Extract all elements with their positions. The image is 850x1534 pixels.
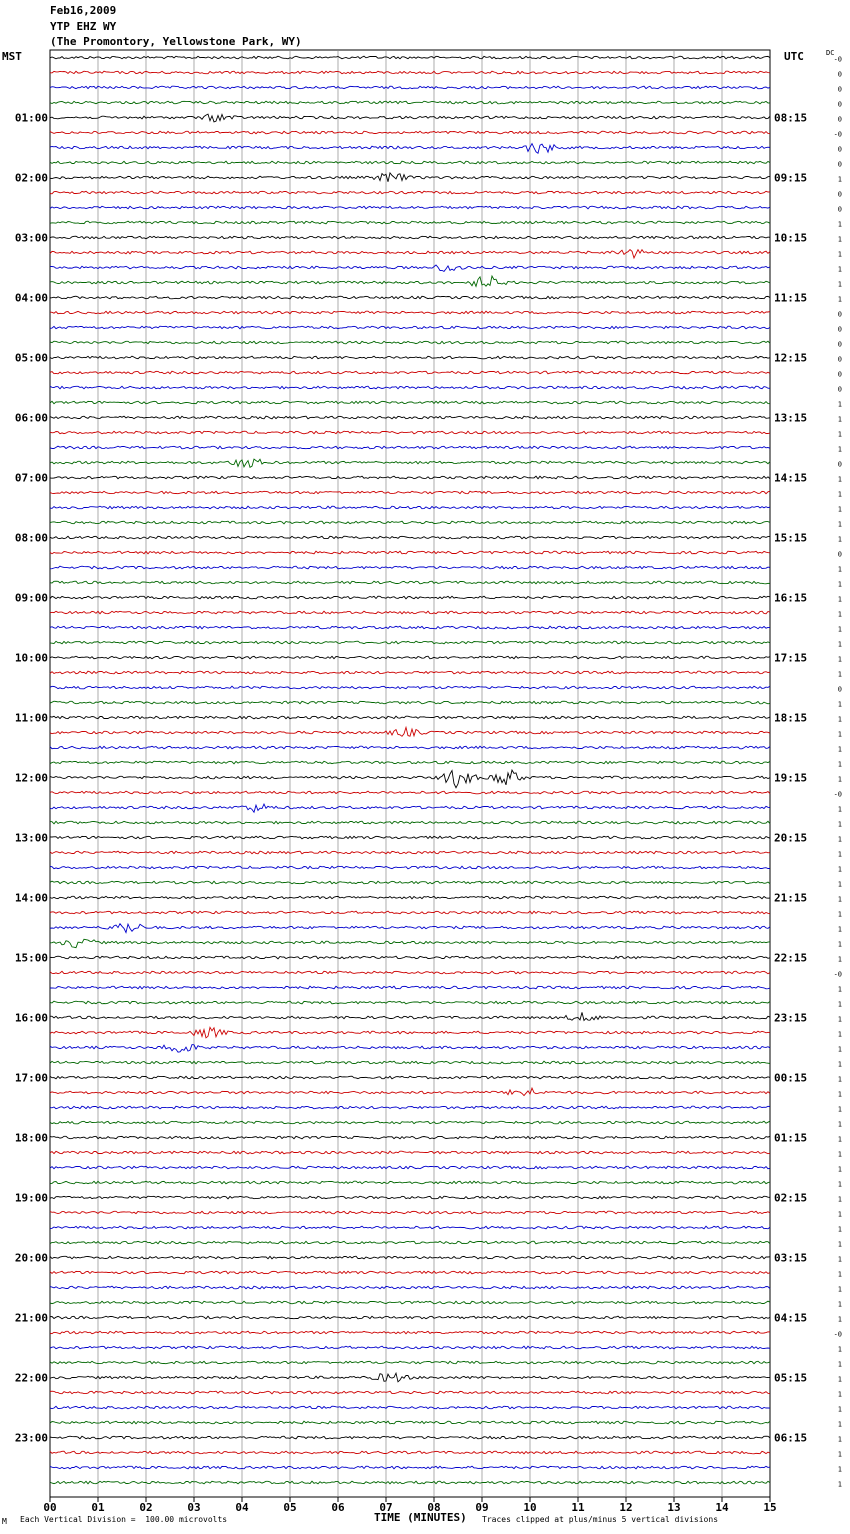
mst-hour-label: 23:00 [14, 1431, 48, 1445]
trace-line [50, 1151, 770, 1154]
mst-hour-label: 20:00 [14, 1251, 48, 1265]
utc-hour-label: 08:15 [774, 111, 808, 125]
trace-line [50, 746, 770, 749]
x-tick-label: 01 [91, 1501, 105, 1514]
x-tick-label: 03 [187, 1501, 201, 1514]
dc-value: 1 [837, 730, 842, 739]
trace-line [50, 71, 770, 74]
dc-value: 1 [837, 520, 842, 529]
trace-line [50, 611, 770, 614]
mst-hour-label: 17:00 [14, 1071, 48, 1085]
trace-line [50, 1181, 770, 1184]
mst-hour-label: 13:00 [14, 831, 48, 845]
dc-value: 1 [837, 760, 842, 769]
trace-line [50, 1316, 770, 1319]
trace-line [50, 250, 770, 258]
mst-hour-label: 01:00 [14, 111, 48, 125]
utc-hour-label: 11:15 [774, 291, 808, 305]
x-tick-label: 09 [475, 1501, 489, 1514]
dc-value: 1 [837, 1030, 842, 1039]
dc-value: 0 [837, 370, 842, 379]
trace-line [50, 416, 770, 419]
dc-value: 1 [837, 1390, 842, 1399]
dc-value: 1 [837, 640, 842, 649]
dc-value: 1 [837, 955, 842, 964]
dc-value: 1 [837, 1420, 842, 1429]
trace-line [50, 191, 770, 194]
dc-value: 1 [837, 1060, 842, 1069]
trace-line [50, 1421, 770, 1424]
dc-value: -0 [833, 790, 842, 799]
x-tick-label: 11 [571, 1501, 585, 1514]
dc-value: 1 [837, 1015, 842, 1024]
dc-value: 1 [837, 715, 842, 724]
dc-value: 1 [837, 475, 842, 484]
trace-line [50, 804, 770, 812]
right-timezone-label: UTC [784, 50, 804, 63]
dc-value: 1 [837, 940, 842, 949]
dc-value: 1 [837, 1000, 842, 1009]
utc-hour-label: 15:15 [774, 531, 808, 545]
trace-line [50, 56, 770, 59]
mst-hour-label: 10:00 [14, 651, 48, 665]
dc-value: 1 [837, 1090, 842, 1099]
trace-line [50, 276, 770, 286]
trace-line [50, 1466, 770, 1469]
scale-note: Each Vertical Division = 100.00 microvolts [20, 1515, 228, 1524]
mst-hour-label: 15:00 [14, 951, 48, 965]
dc-value: 1 [837, 925, 842, 934]
utc-hour-label: 04:15 [774, 1311, 808, 1325]
x-axis-label: TIME (MINUTES) [374, 1511, 467, 1524]
dc-value: 1 [837, 1480, 842, 1489]
dc-value: 1 [837, 895, 842, 904]
trace-line [50, 1211, 770, 1214]
utc-hour-label: 13:15 [774, 411, 808, 425]
mst-hour-label: 12:00 [14, 771, 48, 785]
dc-value: 1 [837, 580, 842, 589]
dc-value: 1 [837, 1045, 842, 1054]
mst-hour-label: 19:00 [14, 1191, 48, 1205]
trace-line [50, 1346, 770, 1349]
dc-value: 1 [837, 1450, 842, 1459]
utc-hour-label: 22:15 [774, 951, 808, 965]
dc-value: 1 [837, 175, 842, 184]
dc-value: 1 [837, 490, 842, 499]
dc-value: 1 [837, 430, 842, 439]
dc-value: 1 [837, 1210, 842, 1219]
dc-value: 1 [837, 985, 842, 994]
utc-hour-label: 03:15 [774, 1251, 808, 1265]
trace-line [50, 1001, 770, 1004]
trace-line [50, 446, 770, 449]
trace-line [50, 1106, 770, 1109]
mst-hour-label: 04:00 [14, 291, 48, 305]
trace-line [50, 986, 770, 989]
utc-hour-label: 18:15 [774, 711, 808, 725]
trace-line [50, 161, 770, 164]
dc-value: 0 [837, 205, 842, 214]
trace-line [50, 1361, 770, 1364]
dc-value: 0 [837, 160, 842, 169]
trace-line [50, 221, 770, 224]
dc-value: 1 [837, 1195, 842, 1204]
dc-value: 1 [837, 805, 842, 814]
trace-line [50, 326, 770, 329]
trace-line [50, 476, 770, 479]
trace-line [50, 506, 770, 509]
trace-line [50, 86, 770, 89]
trace-line [50, 236, 770, 239]
trace-line [50, 866, 770, 869]
dc-value: 1 [837, 265, 842, 274]
dc-value: 1 [837, 595, 842, 604]
dc-value: 1 [837, 1375, 842, 1384]
dc-value: 1 [837, 505, 842, 514]
utc-hour-label: 19:15 [774, 771, 808, 785]
trace-line [50, 1286, 770, 1289]
dc-value: 1 [837, 280, 842, 289]
header-date: Feb16,2009 [50, 4, 117, 17]
x-tick-label: 05 [283, 1501, 297, 1514]
trace-line [50, 101, 770, 104]
trace-line [50, 431, 770, 434]
clip-note: Traces clipped at plus/minus 5 vertical divisions [482, 1515, 719, 1524]
dc-value: 1 [837, 1105, 842, 1114]
dc-value: 1 [837, 865, 842, 874]
dc-value: 1 [837, 250, 842, 259]
trace-line [50, 770, 770, 788]
trace-line [50, 791, 770, 794]
utc-hour-label: 16:15 [774, 591, 808, 605]
dc-value: 1 [837, 1165, 842, 1174]
dc-value: 0 [837, 85, 842, 94]
trace-line [50, 1481, 770, 1484]
mst-hour-label: 14:00 [14, 891, 48, 905]
utc-hour-label: 23:15 [774, 1011, 808, 1025]
x-tick-label: 14 [715, 1501, 729, 1514]
trace-line [50, 1301, 770, 1304]
corner-mark: M [2, 1517, 7, 1526]
trace-line [50, 1451, 770, 1454]
utc-hour-label: 10:15 [774, 231, 808, 245]
mst-hour-label: 16:00 [14, 1011, 48, 1025]
utc-hour-label: 20:15 [774, 831, 808, 845]
trace-line [50, 536, 770, 539]
trace-line [50, 821, 770, 824]
trace-line [50, 1373, 770, 1382]
dc-value: 0 [837, 100, 842, 109]
trace-line [50, 939, 770, 947]
trace-line [50, 1045, 770, 1053]
trace-line [50, 1406, 770, 1409]
trace-line [50, 114, 770, 122]
header-station: YTP EHZ WY [50, 20, 117, 33]
trace-line [50, 401, 770, 404]
dc-value: 1 [837, 910, 842, 919]
trace-line [50, 671, 770, 674]
trace-line [50, 881, 770, 884]
dc-value: 1 [837, 820, 842, 829]
trace-line [50, 1061, 770, 1064]
trace-line [50, 656, 770, 659]
trace-line [50, 701, 770, 704]
dc-value: 1 [837, 445, 842, 454]
trace-line [50, 761, 770, 764]
dc-value: 1 [837, 1465, 842, 1474]
trace-line [50, 1196, 770, 1199]
dc-value: 1 [837, 295, 842, 304]
utc-hour-label: 01:15 [774, 1131, 808, 1145]
trace-line [50, 971, 770, 974]
mst-hour-label: 03:00 [14, 231, 48, 245]
utc-hour-label: 12:15 [774, 351, 808, 365]
left-timezone-label: MST [2, 50, 22, 63]
trace-line [50, 144, 770, 154]
mst-hour-label: 07:00 [14, 471, 48, 485]
trace-line [50, 173, 770, 182]
dc-value: 0 [837, 385, 842, 394]
trace-line [50, 1436, 770, 1439]
trace-line [50, 206, 770, 209]
trace-line [50, 1136, 770, 1139]
dc-value: 1 [837, 1180, 842, 1189]
utc-hour-label: 00:15 [774, 1071, 808, 1085]
mst-hour-label: 18:00 [14, 1131, 48, 1145]
header-location: (The Promontory, Yellowstone Park, WY) [50, 35, 302, 48]
trace-line [50, 924, 770, 933]
utc-hour-label: 09:15 [774, 171, 808, 185]
mst-hour-label: 22:00 [14, 1371, 48, 1385]
x-tick-label: 15 [763, 1501, 777, 1514]
trace-line [50, 896, 770, 899]
trace-line [50, 521, 770, 524]
dc-value: 1 [837, 1315, 842, 1324]
dc-value: 1 [837, 535, 842, 544]
dc-value: 1 [837, 625, 842, 634]
dc-value: 0 [837, 550, 842, 559]
dc-value: 0 [837, 70, 842, 79]
x-tick-label: 12 [619, 1501, 633, 1514]
trace-line [50, 716, 770, 719]
dc-value: 1 [837, 415, 842, 424]
dc-value: 1 [837, 1120, 842, 1129]
dc-value: -0 [833, 970, 842, 979]
trace-line [50, 1256, 770, 1259]
trace-line [50, 1331, 770, 1334]
x-tick-label: 00 [43, 1501, 57, 1514]
dc-value: 1 [837, 1240, 842, 1249]
trace-line [50, 1012, 770, 1020]
trace-line [50, 727, 770, 736]
dc-value: 1 [837, 1300, 842, 1309]
trace-line [50, 371, 770, 374]
utc-hour-label: 02:15 [774, 1191, 808, 1205]
x-tick-label: 04 [235, 1501, 249, 1514]
dc-value: 1 [837, 565, 842, 574]
trace-line [50, 491, 770, 494]
utc-hour-label: 17:15 [774, 651, 808, 665]
trace-line [50, 836, 770, 839]
trace-line [50, 581, 770, 584]
dc-value: 0 [837, 685, 842, 694]
dc-value: 0 [837, 325, 842, 334]
trace-line [50, 1241, 770, 1244]
utc-hour-label: 05:15 [774, 1371, 808, 1385]
x-tick-label: 02 [139, 1501, 153, 1514]
dc-value: 1 [837, 835, 842, 844]
utc-hour-label: 21:15 [774, 891, 808, 905]
trace-line [50, 641, 770, 644]
dc-value: 1 [837, 850, 842, 859]
dc-value: 1 [837, 400, 842, 409]
dc-header: DC [826, 49, 835, 57]
mst-hour-label: 09:00 [14, 591, 48, 605]
trace-line [50, 386, 770, 389]
dc-value: 0 [837, 310, 842, 319]
dc-value: 1 [837, 670, 842, 679]
dc-value: 1 [837, 1150, 842, 1159]
trace-line [50, 1121, 770, 1124]
dc-value: 0 [837, 115, 842, 124]
trace-line [50, 566, 770, 569]
trace-line [50, 311, 770, 314]
dc-value: -0 [833, 1330, 842, 1339]
mst-hour-label: 08:00 [14, 531, 48, 545]
dc-value: 1 [837, 610, 842, 619]
trace-line [50, 911, 770, 914]
dc-value: 1 [837, 655, 842, 664]
utc-hour-label: 14:15 [774, 471, 808, 485]
trace-line [50, 1271, 770, 1274]
dc-value: 0 [837, 355, 842, 364]
dc-value: -0 [833, 55, 842, 64]
trace-line [50, 1226, 770, 1229]
trace-line [50, 1166, 770, 1169]
trace-line [50, 1076, 770, 1079]
mst-hour-label: 06:00 [14, 411, 48, 425]
dc-value: 1 [837, 880, 842, 889]
x-tick-label: 06 [331, 1501, 345, 1514]
trace-line [50, 265, 770, 271]
dc-value: 1 [837, 1270, 842, 1279]
trace-line [50, 851, 770, 854]
dc-value: 1 [837, 1435, 842, 1444]
trace-line [50, 1391, 770, 1394]
dc-value: 1 [837, 235, 842, 244]
trace-line [50, 356, 770, 359]
trace-line [50, 341, 770, 344]
dc-value: 1 [837, 1405, 842, 1414]
trace-line [50, 551, 770, 554]
dc-value: -0 [833, 130, 842, 139]
dc-value: 1 [837, 1285, 842, 1294]
trace-line [50, 1088, 770, 1096]
mst-hour-label: 11:00 [14, 711, 48, 725]
trace-line [50, 296, 770, 299]
trace-line [50, 626, 770, 629]
mst-hour-label: 21:00 [14, 1311, 48, 1325]
dc-value: 1 [837, 1075, 842, 1084]
dc-value: 1 [837, 1135, 842, 1144]
trace-line [50, 131, 770, 134]
dc-value: 0 [837, 340, 842, 349]
x-tick-label: 07 [379, 1501, 393, 1514]
trace-line [50, 956, 770, 959]
utc-hour-label: 06:15 [774, 1431, 808, 1445]
dc-value: 1 [837, 1225, 842, 1234]
x-tick-label: 08 [427, 1501, 441, 1514]
dc-value: 1 [837, 745, 842, 754]
trace-line [50, 459, 770, 467]
mst-hour-label: 05:00 [14, 351, 48, 365]
mst-hour-label: 02:00 [14, 171, 48, 185]
dc-value: 1 [837, 775, 842, 784]
x-tick-label: 10 [523, 1501, 537, 1514]
dc-value: 0 [837, 190, 842, 199]
dc-value: 1 [837, 700, 842, 709]
dc-value: 1 [837, 1255, 842, 1264]
dc-value: 1 [837, 1360, 842, 1369]
dc-value: 0 [837, 460, 842, 469]
dc-value: 0 [837, 145, 842, 154]
x-tick-label: 13 [667, 1501, 681, 1514]
trace-line [50, 596, 770, 599]
trace-line [50, 686, 770, 689]
dc-value: 1 [837, 220, 842, 229]
dc-value: 1 [837, 1345, 842, 1354]
trace-line [50, 1027, 770, 1038]
